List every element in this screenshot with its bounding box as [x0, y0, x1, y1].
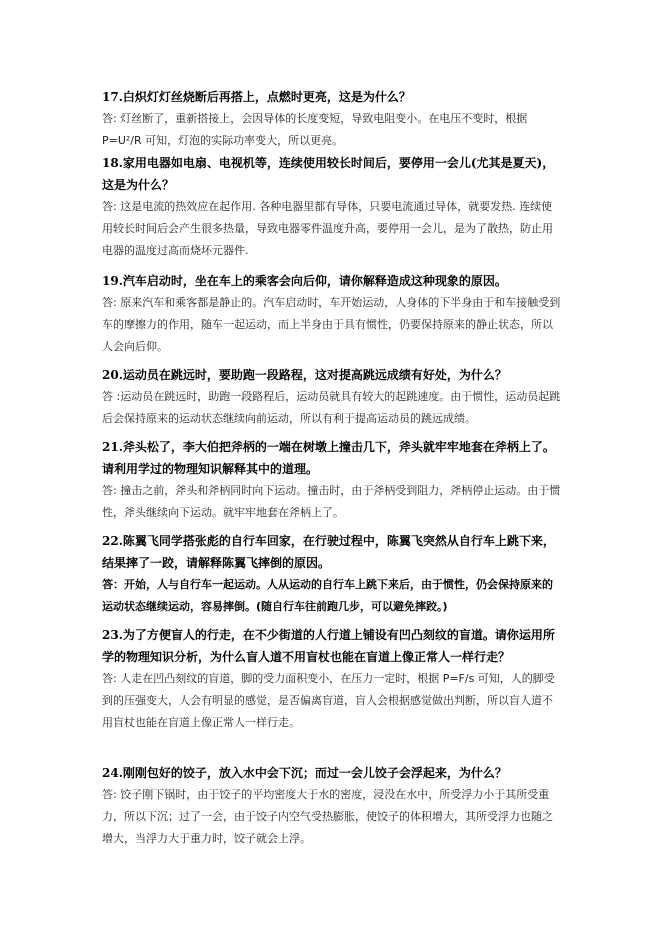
- answer-18: 答: 这是电流的热效应在起作用. 各种电器里都有导体，只要电流通过导体，就要发热. 连续使用较长时间后会产生很多热量，导致电器零件温度升高，要停用一会儿，是为了散热，防止用电器的温度过高而烧坏元器件.: [102, 200, 553, 257]
- qa-item-21: [102, 436, 562, 524]
- answer-20: 答 :运动员在跳远时，助跑一段路程后，运动员就具有较大的起跳速度。由于惯性，运动员起跳后会保持原来的运动状态继续向前运动，所以有利于提高运动员的跳远成绩。: [102, 390, 561, 425]
- question-19: 19.汽车启动时，坐在车上的乘客会向后仰，请你解释造成这种现象的原因。: [102, 274, 507, 288]
- answer-24: 答: 饺子刚下锅时，由于饺子的平均密度大于水的密度，浸没在水中，所受浮力小于其所受重力，所以下沉；过了一会，由于饺子内空气受热膨胀，使饺子的体积增大，其所受浮力也随之增大，当浮力大于重力时，饺子就会上浮。: [102, 788, 553, 845]
- question-18: 18.家用电器如电扇、电视机等，连续使用较长时间后，要停用一会儿(尤其是夏天)，这是为什么？: [102, 156, 555, 192]
- answer-21: 答: 撞击之前，斧头和斧柄同时向下运动。撞击时，由于斧柄受到阻力，斧柄停止运动。由于惯性，斧头继续向下运动。就牢牢地套在斧柄上了。: [102, 484, 561, 519]
- answer-19: 答: 原来汽车和乘客都是静止的。汽车启动时，车开始运动，人身体的下半身由于和车接触受到车的摩擦力的作用，随车一起运动，而上半身由于具有惯性，仍要保持原来的静止状态，所以人会向后仰。: [102, 296, 561, 353]
- answer-17: 答: 灯丝断了，重新搭接上，会因导体的长度变短，导致电阻变小。在电压不变时，根据 P=U²/R 可知，灯泡的实际功率变大，所以更亮。: [102, 112, 528, 147]
- answer-22: 答：开始，人与自行车一起运动。人从运动的自行车上跳下来后，由于惯性，仍会保持原来的运动状态继续运动，容易摔倒。(随自行车往前跑几步，可以避免摔跤。): [102, 578, 553, 613]
- qa-item-24: [102, 762, 562, 850]
- qa-item-18: [102, 152, 562, 262]
- qa-item-20: [102, 364, 562, 430]
- answer-23: 答: 人走在凹凸刻纹的盲道，脚的受力面积变小，在压力一定时，根据 P=F/s 可知，人的脚受到的压强变大，人会有明显的感觉，是否偏离盲道，盲人会根据感觉做出判断，所以盲人道不用盲杖也能在盲道上像正常人一样行走。: [102, 672, 555, 729]
- question-22: 22.陈翼飞同学搭张彪的自行车回家，在行驶过程中，陈翼飞突然从自行车上跳下来，结果摔了一跤，请解释陈翼飞摔倒的原因。: [102, 534, 555, 570]
- question-21: 21.斧头松了，李大伯把斧柄的一端在树墩上撞击几下，斧头就牢牢地套在斧柄上了。请利用学过的物理知识解释其中的道理。: [102, 440, 555, 476]
- qa-item-22: [102, 530, 562, 618]
- question-17: 17.白炽灯灯丝烧断后再搭上，点燃时更亮，这是为什么？: [102, 90, 411, 104]
- qa-item-17: [102, 86, 562, 152]
- qa-item-23: [102, 624, 562, 734]
- question-20: 20.运动员在跳远时，要助跑一段路程，这对提高跳远成绩有好处，为什么？: [102, 368, 507, 382]
- question-23: 23.为了方便盲人的行走，在不少街道的人行道上铺设有凹凸刻纹的盲道。请你运用所学的物理知识分析，为什么盲人道不用盲杖也能在盲道上像正常人一样行走？: [102, 628, 555, 664]
- qa-item-19: [102, 270, 562, 358]
- question-24: 24.刚刚包好的饺子，放入水中会下沉；而过一会儿饺子会浮起来，为什么？: [102, 766, 507, 780]
